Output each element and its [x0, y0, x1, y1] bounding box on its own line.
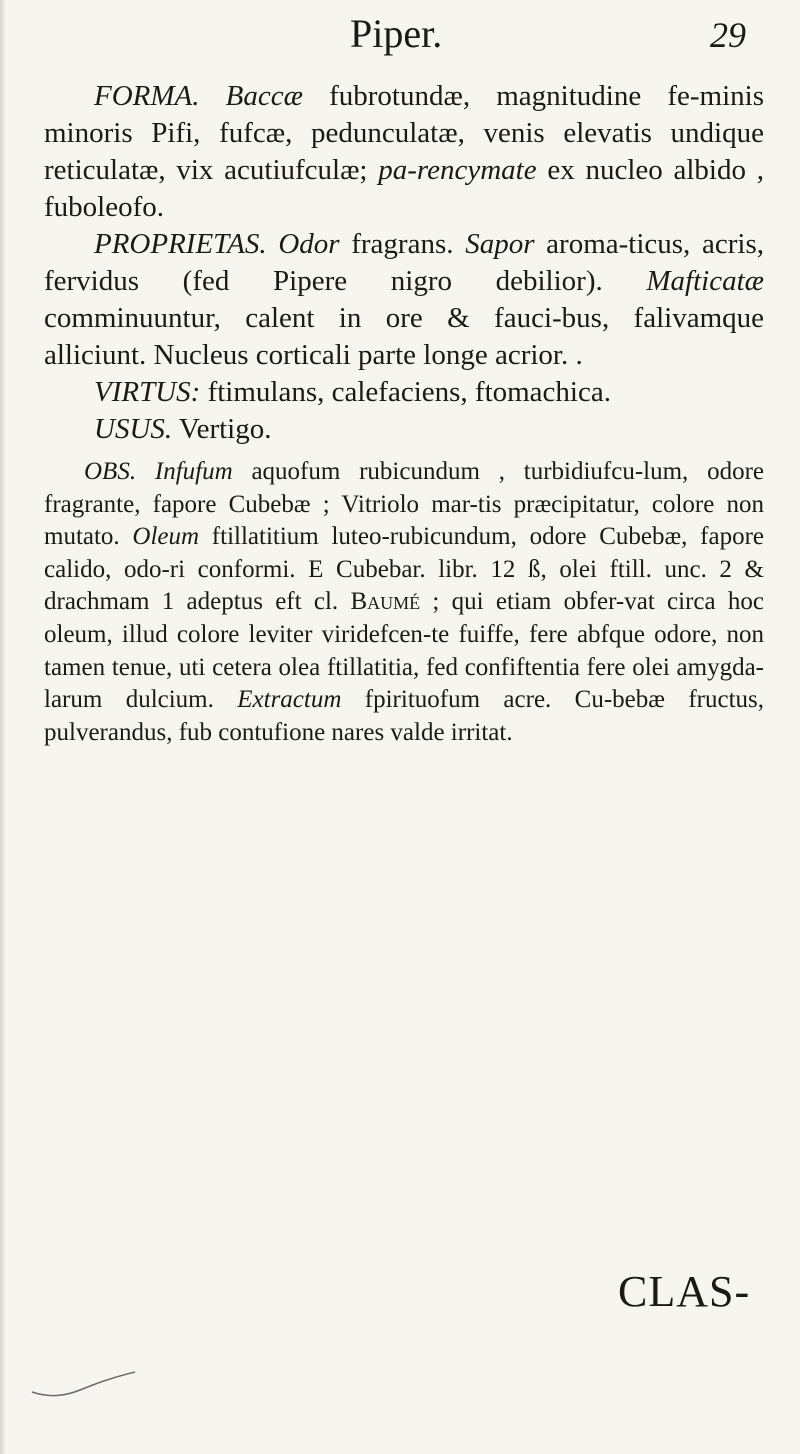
- forma-term-baccae: Baccæ: [225, 80, 303, 112]
- catchword: CLAS-: [618, 1267, 751, 1316]
- obs-term-oleum: Oleum: [132, 523, 200, 551]
- obs-term-extractum: Extractum: [237, 686, 342, 714]
- obs-label: OBS.: [84, 458, 137, 485]
- obs-text-2: ftillatitium luteo-rubicundum, odore Cubebæ, fapore calido, odo-ri conformi. E Cubebar. libr. 12 ß, olei ftill. unc. 2 & drachmam 1 adeptus eft cl.: [44, 523, 764, 616]
- proprietas-text-3: comminuuntur, calent in ore & fauci-bus, falivamque alliciunt. Nucleus corticali parte longe acrior. .: [44, 302, 764, 371]
- obs-name-baume: Baumé: [350, 588, 421, 616]
- proprietas-label: PROPRIETAS.: [94, 228, 267, 260]
- virtus-label: VIRTUS:: [94, 376, 201, 408]
- obs-text-4: fpirituofum acre. Cu-bebæ fructus, pulverandus, fub contufione nares valde irritat.: [44, 686, 764, 746]
- virtus-text: ftimulans, calefaciens, ftomachica.: [200, 376, 611, 408]
- obs-text-3: ; qui etiam obfer-vat circa hoc oleum, illud colore leviter viridefcen-te fuiffe, fere abfque odore, non tamen tenue, uti cetera olea ftillatitia, fed confiftentia fere olei amygda-larum dulcium.: [44, 588, 764, 714]
- main-text: [44, 78, 764, 749]
- forma-label: FORMA.: [94, 80, 200, 112]
- proprietas-term-odor: Odor: [278, 228, 340, 260]
- usus-text: Vertigo.: [172, 413, 272, 445]
- forma-term-parencymate: pa-rencymate: [378, 154, 537, 186]
- running-head: Piper.: [350, 11, 443, 56]
- proprietas-text-1: fragrans.: [339, 228, 466, 260]
- forma-text-1: fubrotundæ, magnitudine fe-minis minoris Pifi, fufcæ, pedunculatæ, venis elevatis undique reticulatæ, vix acutiufculæ;: [44, 80, 764, 186]
- proprietas-term-sapor: Sapor: [465, 228, 535, 260]
- forma-paragraph: [44, 78, 764, 226]
- proprietas-term-masticatae: Mafticatæ: [646, 265, 764, 297]
- ink-squiggle-mark: [30, 1370, 140, 1400]
- page-header: [0, 10, 800, 70]
- page-spine-shadow: [0, 0, 6, 1454]
- proprietas-text-2: aroma-ticus, acris, fervidus (fed Pipere nigro debilior).: [44, 228, 764, 297]
- virtus-paragraph: [44, 374, 764, 411]
- proprietas-paragraph: [44, 226, 764, 374]
- usus-label: USUS.: [94, 413, 173, 445]
- obs-term-infusum: Infufum: [154, 458, 233, 485]
- usus-paragraph: [44, 411, 764, 448]
- obs-paragraph: [44, 456, 764, 749]
- forma-text-2: ex nucleo albido , fuboleofo.: [44, 154, 764, 223]
- page-number: 29: [710, 15, 746, 55]
- obs-text-1: aquofum rubicundum , turbidiufcu-lum, odore fragrante, fapore Cubebæ ; Vitriolo mar-tis præcipitatur, colore non mutato.: [44, 458, 765, 551]
